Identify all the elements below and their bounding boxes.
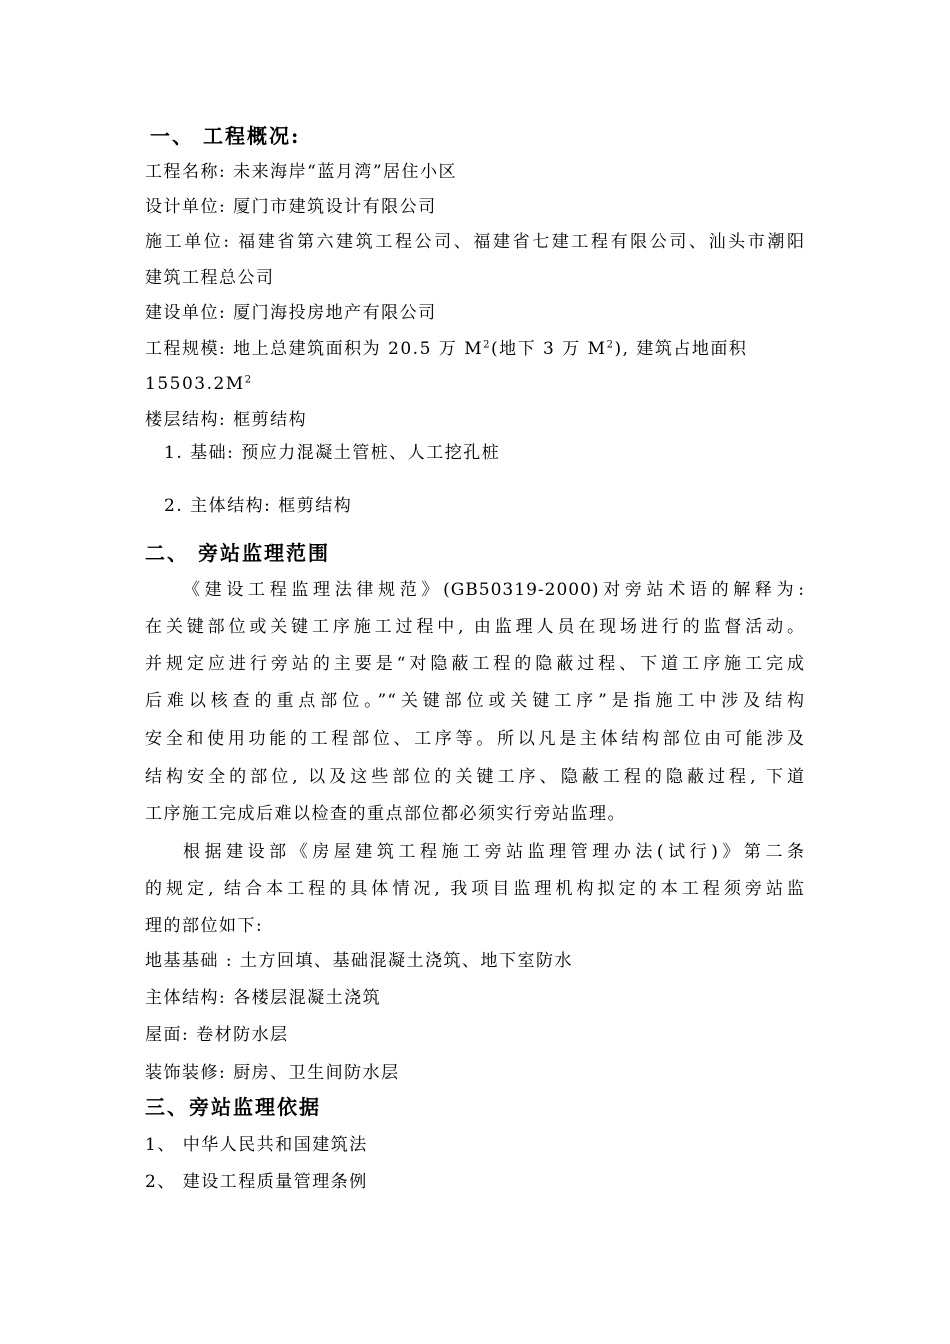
scale-sup-3: 2 — [244, 374, 253, 386]
scale-sup-2: 2 — [606, 339, 615, 351]
scale-sup-1: 2 — [483, 339, 491, 351]
section1-heading: 一、 工程概况: — [150, 124, 301, 148]
list-item-foundation: 1. 基础: 预应力混凝土管桩、人工挖孔桩 — [164, 443, 501, 463]
para2-line1: 根据建设部《房屋建筑工程施工旁站监理管理办法(试行)》第二条 — [183, 842, 805, 862]
scale-text-1: 工程规模: 地上总建筑面积为 20.5 万 M — [145, 339, 484, 359]
section3-heading: 三、旁站监理依据 — [145, 1095, 321, 1119]
foundation-parts: 地基基础 : 土方回填、基础混凝土浇筑、地下室防水 — [145, 951, 574, 971]
scale-text-4: 15503.2M — [145, 374, 245, 394]
para1-line4: 后难以核查的重点部位。”“关键部位或关键工序”是指施工中涉及结构 — [145, 691, 805, 711]
decoration-parts: 装饰装修: 厨房、卫生间防水层 — [145, 1063, 400, 1083]
main-structure-parts: 主体结构: 各楼层混凝土浇筑 — [145, 988, 382, 1008]
para1-line2: 在关键部位或关键工序施工过程中, 由监理人员在现场进行的监督活动。 — [145, 617, 805, 637]
para2-line2: 的规定, 结合本工程的具体情况, 我项目监理机构拟定的本工程须旁站监 — [145, 879, 805, 899]
scale-text-2: (地下 3 万 M — [490, 339, 607, 359]
project-scale-line2 — [145, 373, 253, 395]
scale-text-3: ), 建筑占地面积 — [614, 339, 748, 359]
para2-line3: 理的部位如下: — [145, 916, 264, 936]
section2-heading: 二、 旁站监理范围 — [145, 541, 330, 565]
design-unit: 设计单位: 厦门市建筑设计有限公司 — [145, 197, 437, 217]
para1-line3: 并规定应进行旁站的主要是“对隐蔽工程的隐蔽过程、下道工序施工完成 — [145, 654, 805, 674]
project-scale-line1 — [145, 338, 747, 360]
project-name: 工程名称: 未来海岸“蓝月湾”居住小区 — [145, 162, 458, 182]
list-item-main-structure: 2. 主体结构: 框剪结构 — [164, 496, 353, 516]
basis-item-1: 1、 中华人民共和国建筑法 — [145, 1135, 368, 1155]
para1-line1: 《建设工程监理法律规范》(GB50319-2000)对旁站术语的解释为: — [183, 580, 805, 600]
para1-line7: 工序施工完成后难以检查的重点部位都必须实行旁站监理。 — [145, 804, 626, 824]
owner-unit: 建设单位: 厦门海投房地产有限公司 — [145, 303, 437, 323]
para1-line5: 安全和使用功能的工程部位、工序等。所以凡是主体结构部位由可能涉及 — [145, 729, 805, 749]
construction-unit-line1: 施工单位: 福建省第六建筑工程公司、福建省七建工程有限公司、汕头市潮阳 — [145, 232, 805, 252]
roof-parts: 屋面: 卷材防水层 — [145, 1025, 289, 1045]
floor-structure: 楼层结构: 框剪结构 — [145, 410, 308, 430]
basis-item-2: 2、 建设工程质量管理条例 — [145, 1172, 368, 1192]
para1-line6: 结构安全的部位, 以及这些部位的关键工序、隐蔽工程的隐蔽过程, 下道 — [145, 767, 805, 787]
construction-unit-line2: 建筑工程总公司 — [145, 268, 275, 288]
